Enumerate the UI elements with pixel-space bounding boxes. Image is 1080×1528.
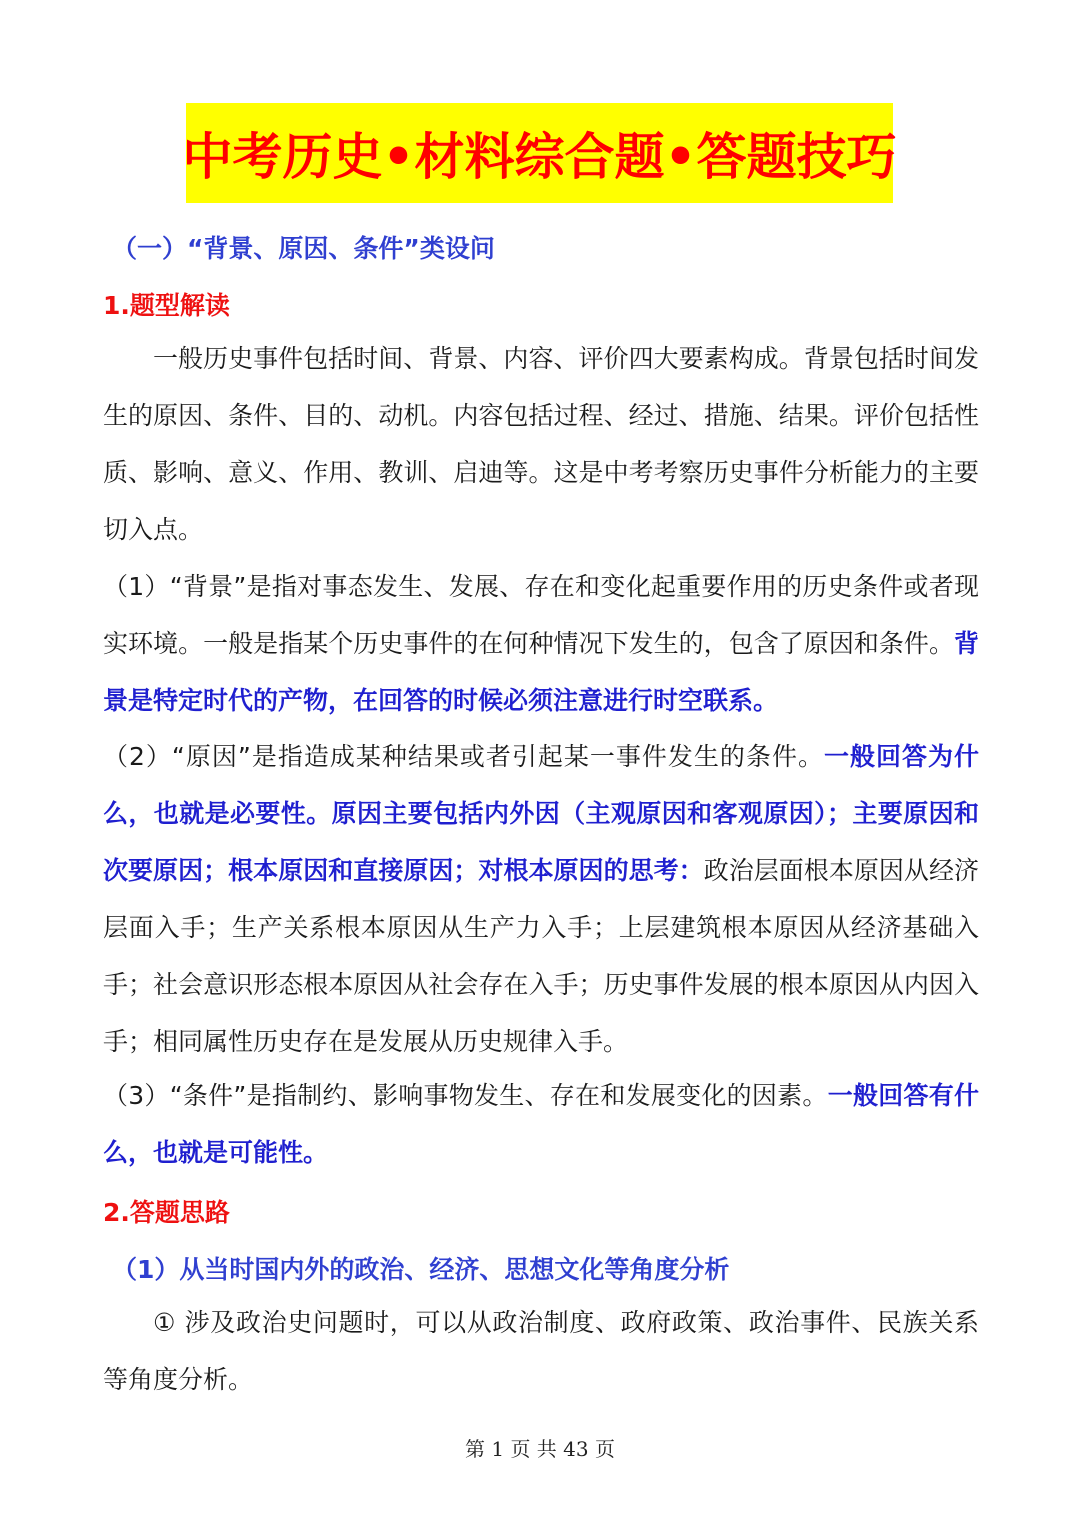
paragraph-condition xyxy=(103,1068,979,1182)
page-title: 中考历史•材料综合题•答题技巧 xyxy=(182,128,897,186)
paragraph-political: ① 涉及政治史问题时，可以从政治制度、政府政策、政治事件、民族关系等角度分析。 xyxy=(103,1308,979,1394)
paragraph-background xyxy=(103,559,979,730)
condition-text: （3）“条件”是指制约、影响事物发生、存在和发展变化的因素。 xyxy=(103,1081,828,1110)
reason-tail: 政治层面根本原因从经济层面入手；生产关系根本原因从生产力入手；上层建筑根本原因从经济基础入手；社会意识形态根本原因从社会存在入手；历史事件发展的根本原因从内因入手；相同属性历史存在是发展从历史规律入手。 xyxy=(103,855,979,1056)
title-banner xyxy=(182,103,897,203)
section-heading: （一）“背景、原因、条件”类设问 xyxy=(112,234,495,263)
paragraph-intro: 一般历史事件包括时间、背景、内容、评价四大要素构成。背景包括时间发生的原因、条件、目的、动机。内容包括过程、经过、措施、结果。评价包括性质、影响、意义、作用、教训、启迪等。这是中考考察历史事件分析能力的主要切入点。 xyxy=(103,344,979,544)
background-text: （1）“背景”是指对事态发生、发展、存在和变化起重要作用的历史条件或者现实环境。一般是指某个历史事件的在何种情况下发生的，包含了原因和条件。 xyxy=(103,572,979,658)
paragraph-reason xyxy=(103,729,979,1070)
reason-text: （2）“原因”是指造成某种结果或者引起某一事件发生的条件。 xyxy=(103,742,824,771)
condition-emphasis: 一般回答有什么，也就是可能性。 xyxy=(103,1081,979,1167)
reason-emphasis: 一般回答为什么，也就是必要性。原因主要包括内外因（主观原因和客观原因）；主要原因和次要原因；根本原因和直接原因；对根本原因的思考： xyxy=(103,742,979,885)
subsection-heading-1: 1.题型解读 xyxy=(103,291,230,320)
subsection-heading-2: 2.答题思路 xyxy=(103,1198,230,1227)
analysis-heading: （1）从当时国内外的政治、经济、思想文化等角度分析 xyxy=(112,1255,730,1284)
background-emphasis: 背景是特定时代的产物，在回答的时候必须注意进行时空联系。 xyxy=(103,628,979,715)
page-footer: 第 1 页 共 43 页 xyxy=(465,1437,615,1461)
